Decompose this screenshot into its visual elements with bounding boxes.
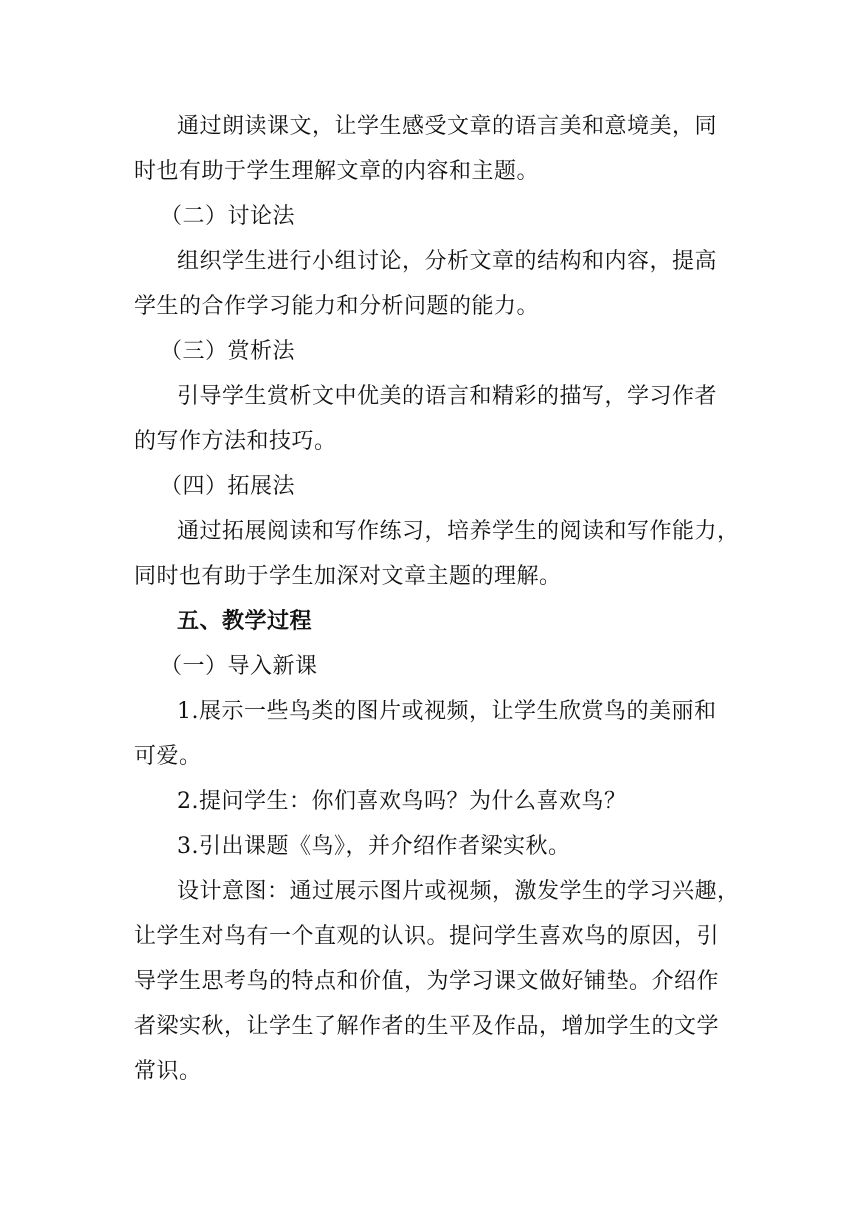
paragraph-line: 同时也有助于学生加深对文章主题的理解。 [134, 564, 562, 589]
list-item: 3.引出课题《鸟》，并介绍作者梁实秋。 [177, 834, 571, 859]
paragraph-line: 学生的合作学习能力和分析问题的能力。 [134, 294, 540, 319]
paragraph-line: 常识。 [134, 1059, 202, 1084]
paragraph-line: 引导学生赏析文中优美的语言和精彩的描写，学习作者 [177, 384, 718, 409]
list-item: 2.提问学生：你们喜欢鸟吗？为什么喜欢鸟？ [177, 789, 627, 814]
subheading: （四）拓展法 [160, 474, 296, 499]
paragraph-line: 通过拓展阅读和写作练习，培养学生的阅读和写作能力， [177, 519, 740, 544]
paragraph-line: 的写作方法和技巧。 [134, 429, 337, 454]
paragraph-line: 让学生对鸟有一个直观的认识。提问学生喜欢鸟的原因，引 [134, 924, 720, 949]
subheading: （三）赏析法 [160, 339, 296, 364]
section-heading: 五、教学过程 [177, 609, 313, 634]
paragraph-line: 通过朗读课文，让学生感受文章的语言美和意境美，同 [177, 114, 718, 139]
subheading: （二）讨论法 [160, 204, 296, 229]
paragraph-line: 可爱。 [134, 744, 202, 769]
paragraph-line: 者梁实秋，让学生了解作者的生平及作品，增加学生的文学 [134, 1014, 720, 1039]
subheading: （一）导入新课 [160, 654, 318, 679]
paragraph-line: 时也有助于学生理解文章的内容和主题。 [134, 159, 540, 184]
paragraph-line: 设计意图：通过展示图片或视频，激发学生的学习兴趣， [177, 879, 740, 904]
paragraph-line: 导学生思考鸟的特点和价值，为学习课文做好铺垫。介绍作 [134, 969, 720, 994]
paragraph-line: 组织学生进行小组讨论，分析文章的结构和内容，提高 [177, 249, 718, 274]
list-item: 1.展示一些鸟类的图片或视频，让学生欣赏鸟的美丽和 [177, 699, 717, 724]
